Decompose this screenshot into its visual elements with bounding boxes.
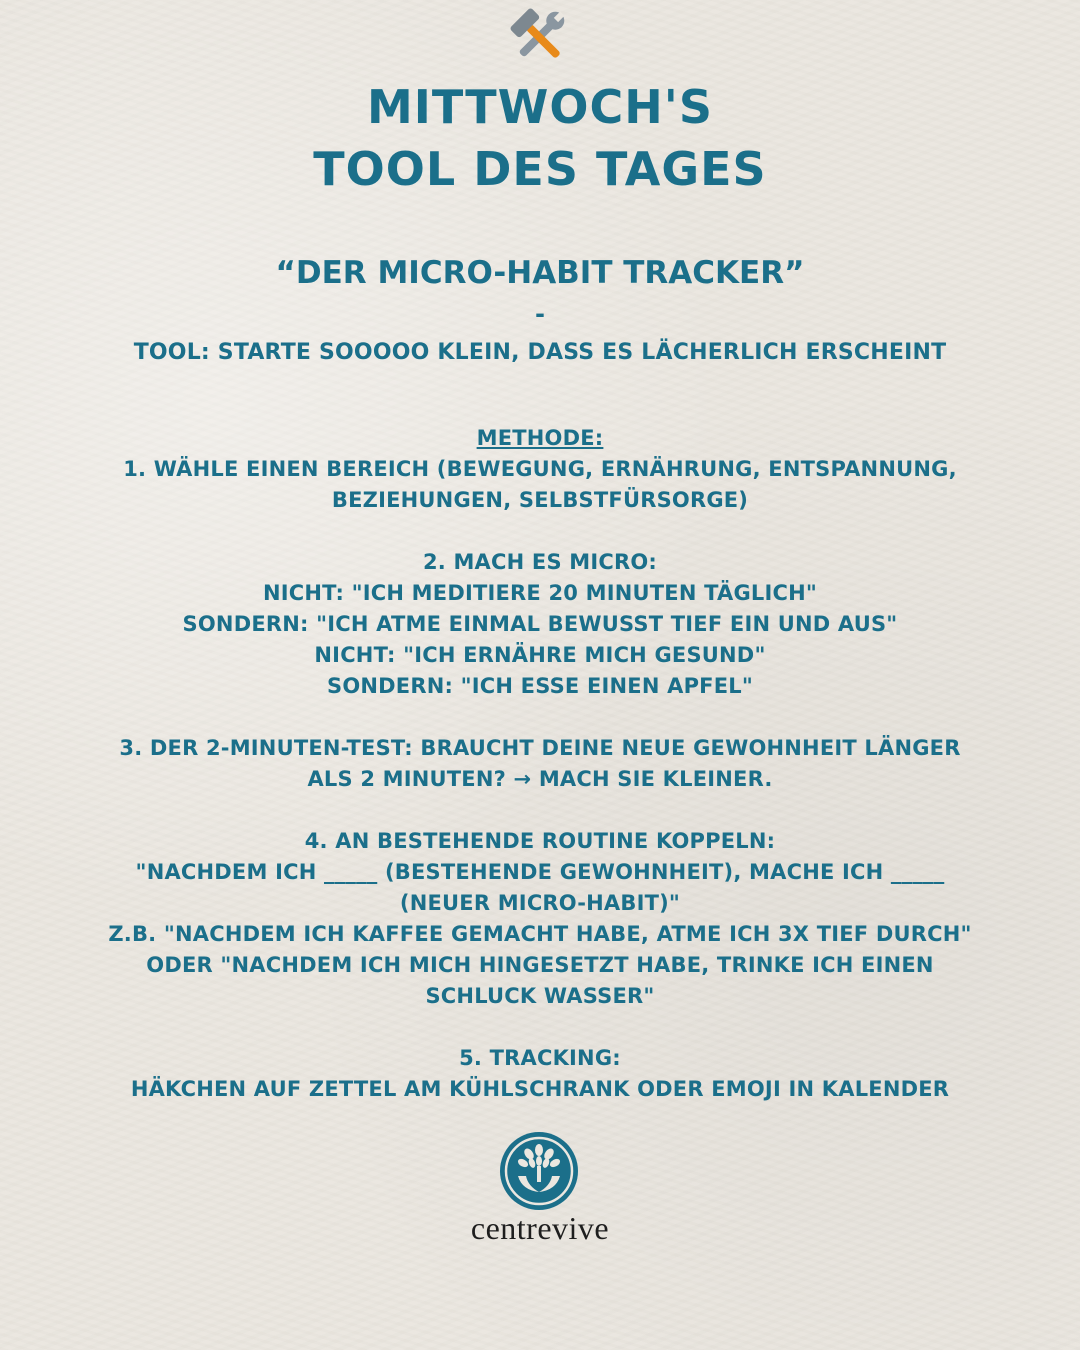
- title-line-2: TOOL DES TAGES: [313, 142, 767, 196]
- step2-line-3: SONDERN: "ICH ATME EINMAL BEWUSST TIEF EIN UND AUS": [182, 612, 898, 636]
- title-line-1: MITTWOCH'S: [366, 80, 713, 134]
- hammer-and-wrench-icon: [505, 6, 573, 68]
- step1-line-2: BEZIEHUNGEN, SELBSTFÜRSORGE): [331, 488, 749, 512]
- subtitle: “DER MICRO-HABIT TRACKER”: [275, 255, 805, 291]
- step4-line-3: (NEUER MICRO-HABIT)": [399, 891, 681, 915]
- step2-line-4: NICHT: "ICH ERNÄHRE MICH GESUND": [314, 643, 766, 667]
- step3-line-1: 3. DER 2-MINUTEN-TEST: BRAUCHT DEINE NEUE GEWOHNHEIT LÄNGER: [119, 736, 961, 760]
- methode-heading: METHODE:: [476, 426, 604, 450]
- tool-line: TOOL: STARTE SOOOOO KLEIN, DASS ES LÄCHERLICH ERSCHEINT: [133, 340, 947, 365]
- step1-line-1: 1. WÄHLE EINEN BEREICH (BEWEGUNG, ERNÄHRUNG, ENTSPANNUNG,: [123, 457, 957, 481]
- step2-line-5: SONDERN: "ICH ESSE EINEN APFEL": [327, 674, 753, 698]
- step5-line-1: 5. TRACKING:: [459, 1046, 621, 1070]
- step2-line-2: NICHT: "ICH MEDITIERE 20 MINUTEN TÄGLICH": [262, 581, 818, 605]
- separator-dash: -: [535, 300, 545, 328]
- step2-line-1: 2. MACH ES MICRO:: [422, 550, 658, 574]
- step4-line-5: ODER "NACHDEM ICH MICH HINGESETZT HABE, TRINKE ICH EINEN: [146, 953, 934, 977]
- step4-line-1: 4. AN BESTEHENDE ROUTINE KOPPELN:: [304, 829, 776, 853]
- step5-line-2: HÄKCHEN AUF ZETTEL AM KÜHLSCHRANK ODER EMOJI IN KALENDER: [130, 1077, 950, 1101]
- step4-line-4: Z.B. "NACHDEM ICH KAFFEE GEMACHT HABE, ATME ICH 3X TIEF DURCH": [108, 922, 972, 946]
- brand-name: centrevive: [470, 1210, 610, 1246]
- step4-line-6: SCHLUCK WASSER": [425, 984, 655, 1008]
- tree-in-hands-logo: [498, 1130, 580, 1212]
- step3-line-2: ALS 2 MINUTEN? → MACH SIE KLEINER.: [307, 767, 773, 791]
- step4-line-2: "NACHDEM ICH _____ (BESTEHENDE GEWOHNHEIT), MACHE ICH _____: [135, 860, 945, 884]
